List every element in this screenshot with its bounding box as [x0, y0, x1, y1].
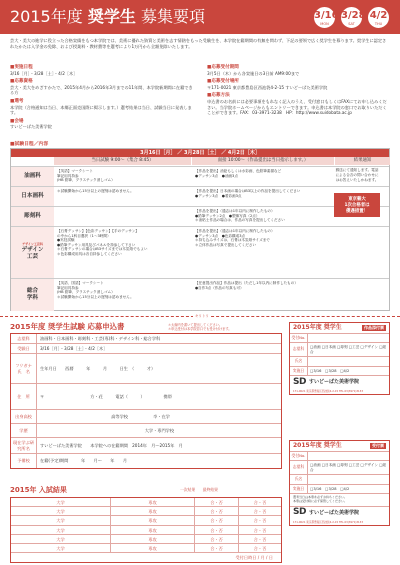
- results-footer-row: 受付日時日 / 月 / 日: [235, 555, 273, 561]
- card-note: 選考当日は本票を必ずお持ちください。 本票は受付時に必ず保管してください。: [290, 493, 389, 506]
- form-row-address[interactable]: 住 所 〒 方・荘 電話（ ） 携帯: [11, 384, 281, 410]
- results-row[interactable]: 大学 専攻 合・否 合・否: [11, 526, 281, 535]
- schedule-title: ■試験日程／内容: [10, 142, 49, 147]
- logo-mark-icon: SD: [293, 376, 306, 387]
- card-row[interactable]: 氏名: [290, 356, 389, 366]
- form-row-department[interactable]: 志望科 油画科・日本画科・彫刻科・工芸(専)科・デザイン科・総合学科: [11, 334, 281, 344]
- card-row[interactable]: 志望科 □油画 □日本画 □彫刻 □工芸 □デザイン □総合: [290, 342, 389, 356]
- title-year: 2015年度: [10, 7, 83, 26]
- info-text: 3/16［月］・3/28［土］・4/2［木］: [10, 70, 78, 76]
- schedule-result-header: 結果通知: [335, 157, 390, 165]
- result-text: 郵送にて通知します。電話による合否の問い合わせにはお答えいたしかねます。: [335, 168, 379, 182]
- page-header: [0, 0, 400, 34]
- logo-address: 171-0021 東京都豊島区西池袋4-2-15 TEL.03(3971)3133: [293, 390, 363, 393]
- date-circle-1: 3/16 MON: [313, 6, 336, 29]
- info-heading: ■応募受付期間: [207, 65, 239, 70]
- pm-content: 【作品を提出】（通志は1年以内に制作したもの） ●鉛筆デッサン2点 ●塑像写真（2点） ＊油粘土作品の場合は、作品の写真を提出してください: [195, 209, 285, 223]
- left-info-column: [10, 62, 193, 130]
- info-text: 申込書のお名前には必要事項をもれなく記入のうえ、受付窓口もしくはFAXにてお申し込みください。当学院ホームページからもエントリーできます。申込書は本学院の窓口でお取りいただくことができます。FAX：03-3971-3238 HP：http://www.suidobata.ac.jp: [207, 98, 387, 116]
- card-badge: 作品添付票: [364, 325, 384, 330]
- pm-content: 【作品を提出】日本画の場合はB3以上の作品を提出してください ●デッサン3点 ●着彩画3点: [195, 189, 301, 198]
- am-content: 【英語、国語】マークシート 筆記用具持参 (HB 鉛筆、プラスチック消しゴム） ＊試験開始から15分以上の遅刻は認めません。: [57, 281, 134, 299]
- school-logo: SD すいどーばた美術学院: [290, 506, 389, 520]
- schedule-row-general: [11, 278, 389, 311]
- am-content: 【英語】マークシート 筆記用具持参 (HB 鉛筆、プラスチック消しゴム）: [57, 169, 115, 183]
- schedule-row-oil: [11, 166, 389, 186]
- results-row[interactable]: 大学 専攻 合・否 合・否: [11, 498, 281, 507]
- form-row-name[interactable]: フリガナ 氏 名 生年月日 西暦 年 月 日生 （ 才）: [11, 354, 281, 384]
- schedule-row-design: [11, 226, 389, 278]
- reception-card: [289, 440, 390, 526]
- info-text: 〒171-0021 東京都豊島区西池袋4-2-15 すいどーばた美術学院: [207, 84, 328, 90]
- form-note: ＊太線内を書いて提出してください。 ＊申込受付は本学院窓口でも受け付けます。: [168, 323, 232, 332]
- info-heading: ■応募方法: [207, 93, 230, 99]
- form-row-highschool[interactable]: 出身高校 高等学校 卒・在学: [11, 410, 281, 424]
- am-content: [55, 208, 191, 210]
- school-logo: SD すいどーばた美術学院: [290, 375, 389, 389]
- result-note-badge: 東京藝大 1次合格者は 優遇措置！: [334, 193, 380, 217]
- info-heading: ■応募資格: [10, 79, 33, 85]
- results-row[interactable]: 大学 専攻 合・否 合・否: [11, 516, 281, 525]
- department-label: 総合 学科: [11, 279, 54, 311]
- title-rest: 募集要項: [140, 7, 205, 26]
- form-title: 2015年度 奨学生試験 応募申込書: [10, 322, 125, 331]
- right-info-column: [207, 62, 390, 116]
- date-circle-2: 3/28 SAT: [340, 6, 363, 29]
- results-table: [10, 497, 282, 563]
- results-row[interactable]: 大学 専攻 合・否 合・否: [11, 535, 281, 544]
- schedule-row-nihonga: [11, 186, 389, 206]
- results-title: 2015年 入試結果: [10, 486, 67, 494]
- info-text: 本学院（合格通知は当日、本郷正面克国際に掲示します。）選考結果は当日、試験当日に発表します。: [10, 104, 192, 116]
- cut-line: キリトリ: [0, 316, 400, 317]
- department-label: デザイン工芸科 デザイン 工芸: [11, 227, 54, 278]
- form-table: [10, 333, 282, 469]
- card-row[interactable]: 実施日 □3/16 □3/28 □4/2: [290, 366, 389, 375]
- card-title: 2015年度 奨学生 受付票: [293, 442, 384, 449]
- application-form: [10, 322, 282, 482]
- title-emphasis: 奨学生: [87, 7, 136, 26]
- form-row-education[interactable]: 学歴 大学・専門学校: [11, 424, 281, 438]
- info-heading: ■実施日程: [10, 65, 33, 70]
- results-row[interactable]: 大学 専攻 合・否 合・否: [11, 507, 281, 516]
- schedule-row-sculpture: [11, 206, 389, 226]
- logo-mark-icon: SD: [293, 507, 306, 518]
- department-label: 彫刻科: [11, 207, 54, 226]
- card-row[interactable]: 実施日 □3/16 □3/28 □4/2: [290, 484, 389, 493]
- info-text: 3月5日（木）から各実施日の3日前 AM9:00まで: [207, 70, 300, 76]
- results-subheader: 一次結果 最終結果: [180, 487, 218, 492]
- results-row[interactable]: 大学 専攻 合・否 合・否: [11, 544, 281, 553]
- form-row-institute[interactable]: 現在学ぶ研究所名 すいどーばた美術学院 本学院への在籍期間 2014年 月〜2015年 月: [11, 438, 281, 454]
- info-heading: ■会場: [10, 118, 24, 124]
- am-content: ＊試験開始から15分以上の遅刻は認めません。: [57, 189, 134, 193]
- info-heading: ■応募受付場所: [207, 79, 239, 85]
- card-title: 2015年度 奨学生 作品添付票: [293, 324, 384, 331]
- schedule-am-header: 当日試験 9:00〜（集合 8:45）: [54, 157, 191, 165]
- am-content: 【石膏デッサン】【色彩デッサン】【手のデッサン】 の中から1科目選択（1〜3時間） ●実技試験 ●鉛筆デッサン用具及びパネルを持参して下さい ＊石膏デッサンの場合はB3サイズまでは木炭紙でもよい ＊色彩構成用具は各自持参してください: [57, 229, 148, 256]
- card-row[interactable]: 受付No.: [290, 333, 389, 342]
- form-row-prep-school[interactable]: 予備校 在籍(予定)期間 年 月〜 年 月: [11, 454, 281, 468]
- logo-address: 171-0021 東京都豊島区西池袋4-2-15 TEL.03(3971)3133: [293, 520, 363, 524]
- pm-content: 【作品を提出】油絵もしくは水彩画、色鉛筆素描など ●デッサン3点 ●油画3点: [195, 169, 282, 178]
- intro-text: 芸大・美大の進学に役立った合格実績をもつ本学院では、美術に優れた資質と美術を志す情熱をもった受験生を、本学院在籍期間の有無を問わず、下記の要領で広く奨学生を募ります。奨学生に認定されたかたは入学金の免除、および授業料・教材費等を選考により1万円から全額免除いたします。: [10, 38, 387, 49]
- card-row[interactable]: 志望科 □油画 □日本画 □彫刻 □工芸 □デザイン □総合: [290, 460, 389, 474]
- card-row[interactable]: 受付No.: [290, 451, 389, 460]
- artwork-tag-card: [289, 322, 390, 395]
- schedule-table: [10, 148, 390, 311]
- card-row[interactable]: 氏名: [290, 474, 389, 484]
- department-label: 油画科: [11, 167, 54, 186]
- schedule-dates-header: 3月16日［月］ ／ 3月28日［土］ ／ 4月2日［木］: [11, 149, 389, 157]
- date-circle-3: 4/2 THU: [367, 6, 390, 29]
- pm-content: 【任意提出作品】作品は提出（ただし1年以内に制作したもの） ●自作3点（作品の写真も可）: [195, 281, 298, 290]
- info-text: すいどーばた美術学院: [10, 124, 52, 130]
- form-row-date[interactable]: 受験日 3/16［月］・3/28［土］・4/2［木］: [11, 344, 281, 354]
- pm-content: 【作品を提出】（通志は1年以内に制作したもの） ●デッサン3点 ●色彩構成3点 ＊持ち込みサイズは、石膏は木炭紙サイズまで ＊立体作品は写真で提出してください: [195, 229, 275, 247]
- department-label: 日本画科: [11, 187, 54, 206]
- exam-results: [10, 486, 282, 563]
- schedule-pm-header: 面接 10:00〜（作品提出は当日指示します。）: [192, 157, 334, 165]
- page-title: [10, 8, 205, 26]
- info-heading: ■選考: [10, 98, 24, 104]
- info-text: 芸大・美大をめざすかたで、2015年4月から2016年3月までの11年間、本学院新期間に在籍できる方: [10, 84, 193, 96]
- card-badge: 受付票: [372, 443, 384, 448]
